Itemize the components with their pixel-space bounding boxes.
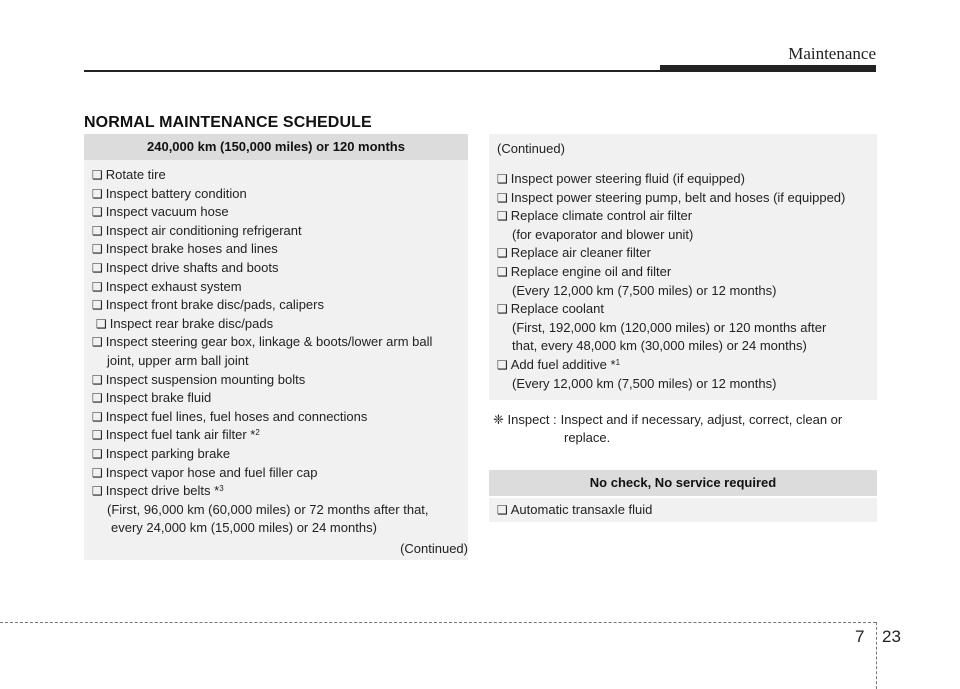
checkbox-icon: ❑ xyxy=(92,465,103,480)
list-item-continuation: joint, upper arm ball joint xyxy=(107,352,249,368)
checkbox-icon: ❑ xyxy=(92,428,103,443)
chapter-number: 7 xyxy=(855,627,865,646)
list-item: ❑ Inspect power steering pump, belt and hoses (if equipped) xyxy=(497,189,846,205)
list-item: ❑ Inspect steering gear box, linkage & boots/lower arm ball xyxy=(92,334,433,350)
list-item: ❑ Replace coolant xyxy=(497,301,604,317)
list-item: ❑ Add fuel additive *$^1$ xyxy=(497,356,621,372)
footer-divider xyxy=(0,622,876,623)
checkbox-icon: ❑ xyxy=(497,246,508,261)
schedule-left-panel xyxy=(84,134,468,560)
no-check-header: No check, No service required xyxy=(489,470,877,496)
page-number: 23 xyxy=(882,627,901,646)
list-item-continuation: (Every 12,000 km (7,500 miles) or 12 months) xyxy=(512,375,777,391)
checkbox-icon: ❑ xyxy=(92,205,103,220)
list-item: ❑ Inspect vacuum hose xyxy=(92,204,229,220)
note-symbol-icon: ❈ xyxy=(493,412,504,427)
list-item: ❑ Inspect brake hoses and lines xyxy=(92,241,278,257)
checkbox-icon: ❑ xyxy=(92,335,103,350)
checkbox-icon: ❑ xyxy=(497,302,508,317)
checkbox-icon: ❑ xyxy=(497,503,508,517)
list-item: ❑ Inspect front brake disc/pads, calipers xyxy=(92,297,324,313)
list-item: ❑ Inspect parking brake xyxy=(92,445,231,461)
list-item: ❑ Replace engine oil and filter xyxy=(497,263,672,279)
list-item: ❑ Replace climate control air filter xyxy=(497,208,693,224)
continued-heading: (Continued) xyxy=(497,141,565,156)
footer-divider-vertical xyxy=(876,622,877,689)
footnote-marker: 2 xyxy=(255,428,260,438)
list-item: ❑ Inspect fuel lines, fuel hoses and connections xyxy=(92,408,368,424)
checkbox-icon: ❑ xyxy=(92,260,103,275)
list-item: ❑ Inspect exhaust system xyxy=(92,278,242,294)
continued-label: (Continued) xyxy=(400,541,468,556)
no-check-panel xyxy=(489,498,877,522)
footnote-marker: 3 xyxy=(219,484,224,494)
list-item-continuation: that, every 48,000 km (30,000 miles) or 24 months) xyxy=(512,338,807,354)
checkbox-icon: ❑ xyxy=(92,298,103,313)
checkbox-icon: ❑ xyxy=(497,190,508,205)
checkbox-icon: ❑ xyxy=(92,391,103,406)
list-item: ❑ Inspect battery condition xyxy=(92,185,247,201)
list-item-continuation: (for evaporator and blower unit) xyxy=(512,226,694,242)
note-label: Inspect : xyxy=(507,412,557,427)
checkbox-icon: ❑ xyxy=(96,316,107,331)
checkbox-icon: ❑ xyxy=(497,264,508,279)
footnote-marker: 1 xyxy=(615,357,621,367)
list-item-continuation: every 24,000 km (15,000 miles) or 24 months) xyxy=(111,520,377,536)
section-title: NORMAL MAINTENANCE SCHEDULE xyxy=(84,114,372,131)
header-title: Maintenance xyxy=(788,44,876,63)
list-item: ❑ Inspect drive belts *$^3$ xyxy=(92,483,224,499)
checkbox-icon: ❑ xyxy=(497,357,508,372)
list-item: ❑ Inspect brake fluid xyxy=(92,390,212,406)
header-rule-accent xyxy=(660,65,876,72)
schedule-right-panel xyxy=(489,134,877,400)
inspect-note xyxy=(493,411,877,447)
checkbox-icon: ❑ xyxy=(497,172,508,186)
checkbox-icon: ❑ xyxy=(497,209,508,224)
list-item: ❑ Rotate tire xyxy=(92,167,166,182)
checkbox-icon: ❑ xyxy=(92,409,103,424)
checkbox-icon: ❑ xyxy=(92,168,103,182)
checkbox-icon: ❑ xyxy=(92,484,103,499)
list-item-continuation: (First, 96,000 km (60,000 miles) or 72 months after that, xyxy=(107,501,429,517)
list-item-continuation: (First, 192,000 km (120,000 miles) or 120 months after xyxy=(512,319,827,335)
list-item: ❑ Inspect vapor hose and fuel filler cap xyxy=(92,464,318,480)
checkbox-icon: ❑ xyxy=(92,372,103,387)
checkbox-icon: ❑ xyxy=(92,279,103,294)
interval-header: 240,000 km (150,000 miles) or 120 months xyxy=(84,134,468,160)
list-item: ❑ Inspect power steering fluid (if equipped) xyxy=(497,171,745,186)
note-text: Inspect and if necessary, adjust, correct, clean or xyxy=(560,412,843,427)
note-text-continuation: replace. xyxy=(564,430,611,445)
list-item-continuation: (Every 12,000 km (7,500 miles) or 12 months) xyxy=(512,282,777,298)
checkbox-icon: ❑ xyxy=(92,223,103,238)
checkbox-icon: ❑ xyxy=(92,186,103,201)
right-item-list xyxy=(489,134,877,393)
list-item: ❑ Replace air cleaner filter xyxy=(497,245,651,261)
list-item: ❑ Inspect air conditioning refrigerant xyxy=(92,222,302,238)
list-item: ❑ Inspect suspension mounting bolts xyxy=(92,371,306,387)
list-item: ❑ Inspect fuel tank air filter *$^2$ xyxy=(92,427,260,443)
left-item-list xyxy=(84,160,468,538)
list-item: ❑ Inspect drive shafts and boots xyxy=(92,259,279,275)
list-item: ❑ Inspect rear brake disc/pads xyxy=(96,315,274,331)
checkbox-icon: ❑ xyxy=(92,446,103,461)
list-item: ❑ Automatic transaxle fluid xyxy=(497,502,653,517)
header-rule xyxy=(84,70,664,72)
checkbox-icon: ❑ xyxy=(92,242,103,257)
